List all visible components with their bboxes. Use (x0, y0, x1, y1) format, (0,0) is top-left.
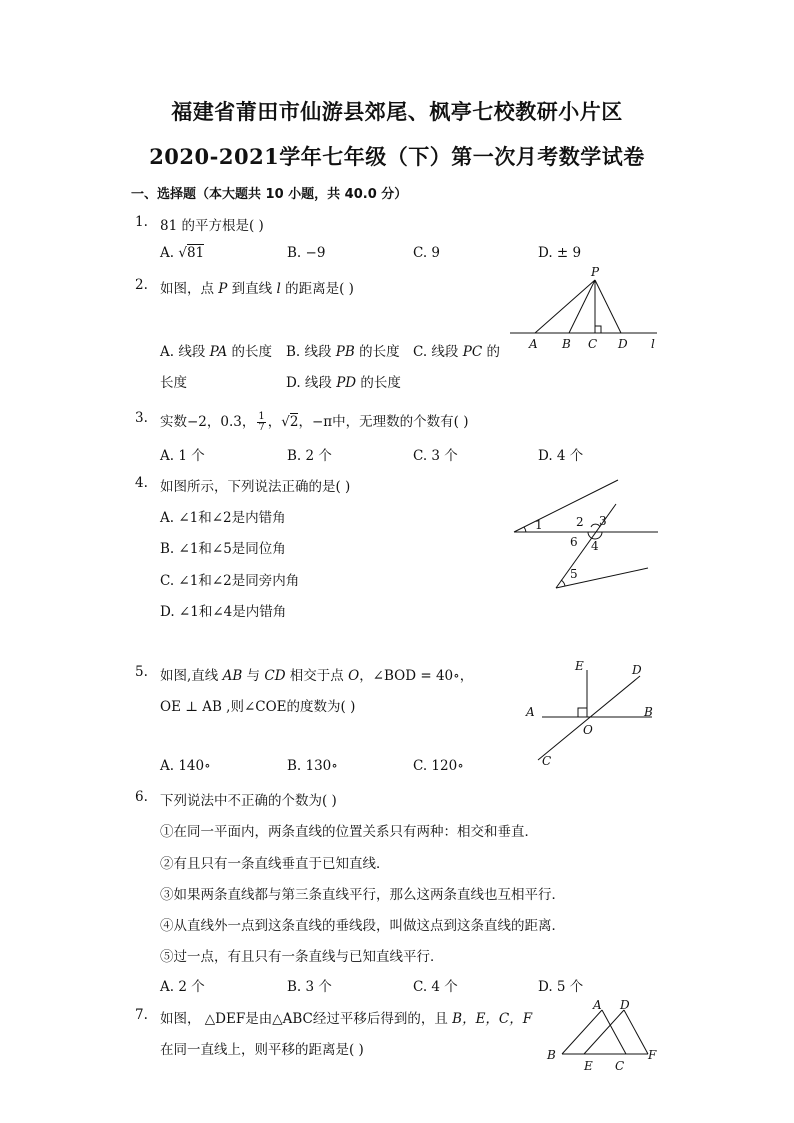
segment-ed (584, 1010, 624, 1054)
label-b: B (562, 337, 571, 351)
transversal-line (556, 504, 616, 588)
option-a: A. 2 个 (160, 979, 205, 995)
option-b: B. 3 个 (287, 979, 332, 995)
question-text: 81 的平方根是( ) (160, 218, 264, 234)
question-text-line2: 在同一直线上，则平移的距离是( ) (160, 1042, 364, 1058)
label-a: A (526, 705, 535, 719)
label-b: B (644, 705, 653, 719)
option-c-continued: 长度 (160, 375, 187, 391)
question-number: 3. (135, 410, 148, 426)
option-a (160, 340, 272, 360)
question-number: 1. (135, 214, 148, 230)
text-part: B. 线段 (286, 344, 336, 360)
text-part: 如图,直线 (160, 668, 223, 684)
segment-label: PC (462, 344, 483, 360)
option-d: D. ± 9 (538, 245, 582, 261)
label-c: C (588, 337, 598, 351)
text-part: 的 (482, 344, 500, 360)
option-c: C. 3 个 (413, 448, 458, 464)
label-o: O (583, 723, 593, 737)
segment-pb (569, 280, 595, 333)
exam-title-line1: 福建省莆田市仙游县郊尾、枫亭七校教研小片区 (171, 99, 623, 124)
option-d (286, 371, 401, 391)
question-text (160, 277, 354, 297)
segment-label: PD (336, 375, 357, 391)
text-part: 实数−2，0.3， (160, 414, 256, 430)
text-part: 相交于点 (285, 668, 349, 684)
angle-arc-1 (524, 527, 526, 532)
fraction-numerator: 1 (258, 411, 265, 422)
label-f: F (648, 1048, 657, 1062)
figure-point-line-distance (505, 262, 665, 354)
question-number: 4. (135, 475, 148, 491)
radicand: 2 (289, 414, 299, 430)
section-header: 一、选择题（本大题共 10 小题，共 40.0 分） (131, 187, 408, 202)
segment-pa (535, 280, 595, 333)
right-angle-mark (578, 708, 587, 717)
option-a: A. ∠1和∠2是内错角 (160, 510, 286, 526)
label-p: P (591, 265, 600, 279)
question-text (160, 1007, 532, 1027)
option-a (160, 245, 204, 261)
label-d: D (618, 337, 628, 351)
statement-3: ③如果两条直线都与第三条直线平行，那么这两条直线也互相平行． (160, 887, 565, 903)
option-label: A. (160, 245, 179, 261)
text-part: C. 线段 (413, 344, 463, 360)
radicand: 81 (186, 245, 205, 261)
right-angle-mark (595, 326, 601, 333)
label-d: D (632, 663, 642, 677)
line-label: l (276, 281, 281, 297)
option-d: D. 4 个 (538, 448, 584, 464)
angle-label-5: 5 (570, 567, 578, 581)
question-text: 下列说法中不正确的个数为( ) (160, 793, 337, 809)
label-a: A (593, 998, 602, 1012)
angle-label-2: 2 (576, 515, 584, 529)
label-e: E (575, 659, 584, 673)
point-labels: B，E，C，F (452, 1011, 533, 1027)
option-b: B. −9 (287, 245, 326, 261)
angle-label-3: 3 (599, 514, 607, 528)
statement-4: ④从直线外一点到这条直线的垂线段，叫做这点到这条直线的距离． (160, 918, 565, 934)
option-b (286, 340, 400, 360)
figure-angles (508, 476, 663, 596)
text-part: ，∠BOD = 40∘， (359, 668, 474, 684)
text-part: 的距离是( ) (280, 281, 354, 297)
angle-label-4: 4 (591, 539, 599, 553)
segment-ac (602, 1010, 626, 1054)
option-b: B. 130∘ (287, 758, 338, 774)
option-c: C. ∠1和∠2是同旁内角 (160, 573, 300, 589)
segment-ba (562, 1010, 602, 1054)
option-b: B. 2 个 (287, 448, 332, 464)
text-part: 与 (242, 668, 265, 684)
angle-label-6: 6 (570, 535, 578, 549)
angle-label-1: 1 (535, 518, 543, 532)
line-label: CD (264, 668, 286, 684)
figure-intersecting-lines (520, 654, 665, 772)
option-c: C. 9 (413, 245, 441, 261)
point-label: P (218, 281, 228, 297)
label-l: l (651, 337, 655, 351)
fraction-denominator: 7 (258, 422, 265, 433)
sqrt-symbol: √ (281, 414, 290, 430)
option-c: C. 4 个 (413, 979, 458, 995)
text-part: 的长度 (356, 375, 401, 391)
label-b: B (547, 1048, 556, 1062)
segment-pd (595, 280, 621, 333)
text-part: 如图，点 (160, 281, 219, 297)
question-number: 7. (135, 1007, 148, 1023)
angle-arc-5 (561, 580, 565, 586)
line-cd (538, 676, 640, 760)
fraction (257, 412, 265, 433)
text-part: ，−π中，无理数的个数有( ) (298, 414, 469, 430)
statement-2: ②有且只有一条直线垂直于已知直线． (160, 856, 390, 872)
figure-translated-triangles (540, 996, 665, 1076)
label-e: E (584, 1059, 593, 1073)
statement-1: ①在同一平面内，两条直线的位置关系只有两种：相交和垂直． (160, 824, 538, 840)
line-label: AB (222, 668, 243, 684)
text-part: ， (267, 414, 282, 430)
question-text-line2: OE ⊥ AB ,则∠COE的度数为( ) (160, 699, 356, 715)
question-number: 5. (135, 664, 148, 680)
question-number: 6. (135, 789, 148, 805)
segment-label: PB (335, 344, 355, 360)
option-b: B. ∠1和∠5是同位角 (160, 541, 286, 557)
option-d: D. 5 个 (538, 979, 584, 995)
point-label: O (348, 668, 360, 684)
question-text: 如图所示，下列说法正确的是( ) (160, 479, 351, 495)
text-part: 如图， △DEF是由△ABC经过平移后得到的，且 (160, 1011, 453, 1027)
segment-label: PA (209, 344, 228, 360)
text-part: 到直线 (227, 281, 277, 297)
question-text (160, 410, 468, 433)
option-a: A. 1 个 (160, 448, 205, 464)
statement-5: ⑤过一点，有且只有一条直线与已知直线平行． (160, 949, 444, 965)
segment-df (624, 1010, 648, 1054)
sqrt-symbol: √ (178, 245, 187, 261)
label-c: C (542, 754, 552, 768)
text-part: A. 线段 (160, 344, 210, 360)
question-number: 2. (135, 277, 148, 293)
label-c: C (615, 1059, 625, 1073)
option-c (413, 340, 500, 360)
question-text (160, 664, 473, 684)
option-d: D. ∠1和∠4是内错角 (160, 604, 287, 620)
text-part: 的长度 (354, 344, 400, 360)
exam-title-line2: 2020-2021学年七年级（下）第一次月考数学试卷 (149, 144, 645, 169)
option-c: C. 120∘ (413, 758, 464, 774)
text-part: D. 线段 (286, 375, 337, 391)
text-part: 的长度 (227, 344, 273, 360)
option-a: A. 140∘ (160, 758, 211, 774)
label-d: D (620, 998, 630, 1012)
label-a: A (529, 337, 538, 351)
